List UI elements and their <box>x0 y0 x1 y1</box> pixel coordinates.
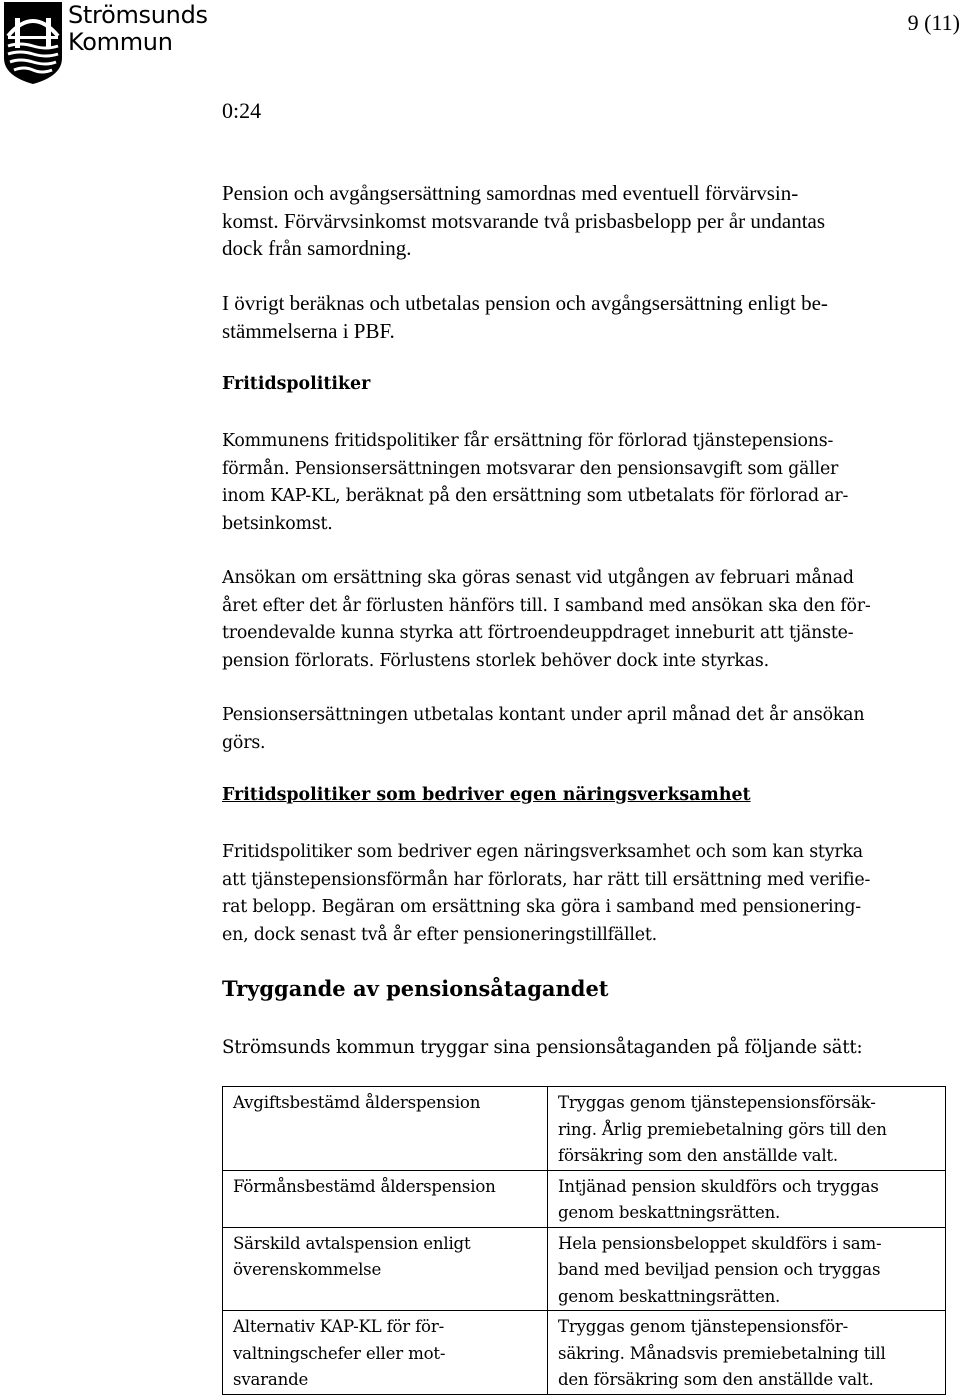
page-number: 9 (11) <box>907 10 960 35</box>
coat-of-arms-icon <box>0 0 66 86</box>
text-line: året efter det år förlusten hänförs till. I samband med ansökan ska den för- <box>222 595 871 616</box>
cell-line: Avgiftsbestämd ålderspension <box>233 1093 481 1112</box>
cell-line: valtningschefer eller mot- <box>233 1343 446 1363</box>
text-line: Kommunens fritidspolitiker får ersättning för förlorad tjänstepensions- <box>222 431 834 451</box>
paragraph-naringsverksamhet <box>222 839 952 949</box>
section-heading: Fritidspolitiker <box>222 374 371 394</box>
table-cell-pension-type <box>223 1311 548 1395</box>
heading-fritidspolitiker <box>222 374 952 394</box>
table-cell-tryggande <box>548 1227 946 1311</box>
table-cell-pension-type <box>223 1170 548 1227</box>
table-cell-tryggande <box>548 1311 946 1395</box>
table-cell-pension-type <box>223 1227 548 1311</box>
table-cell-tryggande <box>548 1170 946 1227</box>
section-code: 0:24 <box>222 98 262 123</box>
cell-line: genom beskattningsrätten. <box>558 1203 781 1222</box>
logo-text <box>68 2 208 56</box>
text-line: att tjänstepensionsförmån har förlorats, har rätt till ersättning med verifie- <box>222 869 871 890</box>
text-line: I övrigt beräknas och utbetalas pension och avgångsersättning enligt be- <box>222 291 828 315</box>
paragraph-pbf <box>222 290 952 345</box>
paragraph-samordning <box>222 180 952 263</box>
text-line: inom KAP-KL, beräknat på den ersättning som utbetalats för förlorad ar- <box>222 486 849 506</box>
text-line: stämmelserna i PBF. <box>222 318 395 343</box>
text-line: görs. <box>222 732 266 753</box>
text-line: troendevalde kunna styrka att förtroendeuppdraget inneburit att tjänste- <box>222 623 854 643</box>
pension-table <box>222 1086 946 1395</box>
text-line: Pension och avgångsersättning samordnas med eventuell förvärvsin- <box>222 181 799 205</box>
text-line: betsinkomst. <box>222 513 333 534</box>
text-line: Pensionsersättningen utbetalas kontant under april månad det år ansökan <box>222 705 865 725</box>
cell-line: ring. Årlig premiebetalning görs till den <box>558 1119 887 1139</box>
paragraph-tryggar <box>222 1034 952 1062</box>
kommun-logo <box>0 0 210 88</box>
section-heading: Fritidspolitiker som bedriver egen näringsverksamhet <box>222 785 751 805</box>
logo-name-2: Kommun <box>68 28 173 56</box>
text-line: Ansökan om ersättning ska göras senast vid utgången av februari månad <box>222 568 854 588</box>
table-cell-pension-type <box>223 1087 548 1171</box>
text-line: förmån. Pensionsersättningen motsvarar den pensionsavgift som gäller <box>222 458 839 479</box>
text-line: en, dock senast två år efter pensioneringstillfället. <box>222 924 657 945</box>
table-row <box>223 1311 946 1395</box>
cell-line: säkring. Månadsvis premiebetalning till <box>558 1343 886 1363</box>
cell-line: Tryggas genom tjänstepensionsför- <box>558 1317 849 1336</box>
text-line: rat belopp. Begäran om ersättning ska göra i samband med pensionering- <box>222 897 861 917</box>
cell-line: Särskild avtalspension enligt <box>233 1233 471 1253</box>
text-line: Strömsunds kommun tryggar sina pensionsåtaganden på följande sätt: <box>222 1037 863 1058</box>
cell-line: band med beviljad pension och tryggas <box>558 1260 881 1279</box>
cell-line: försäkring som den anställde valt. <box>558 1146 838 1165</box>
cell-line: den försäkring som den anställde valt. <box>558 1370 874 1389</box>
paragraph-fritidspolitiker <box>222 428 952 538</box>
table-row <box>223 1087 946 1171</box>
paragraph-utbetalning <box>222 702 952 757</box>
cell-line: Hela pensionsbeloppet skuldförs i sam- <box>558 1233 882 1253</box>
cell-line: Förmånsbestämd ålderspension <box>233 1176 496 1196</box>
text-line: komst. Förvärvsinkomst motsvarande två prisbasbelopp per år undantas <box>222 208 826 233</box>
text-line: Fritidspolitiker som bedriver egen näringsverksamhet och som kan styrka <box>222 842 863 862</box>
text-line: dock från samordning. <box>222 236 412 260</box>
cell-line: överenskommelse <box>233 1260 382 1279</box>
heading-naringsverksamhet <box>222 785 952 805</box>
cell-line: Tryggas genom tjänstepensionsförsäk- <box>558 1093 876 1112</box>
table-row <box>223 1170 946 1227</box>
text-line: pension förlorats. Förlustens storlek behöver dock inte styrkas. <box>222 650 769 671</box>
table-row <box>223 1227 946 1311</box>
cell-line: Alternativ KAP-KL för för- <box>233 1317 444 1336</box>
cell-line: Intjänad pension skuldförs och tryggas <box>558 1176 879 1196</box>
table-cell-tryggande <box>548 1087 946 1171</box>
paragraph-ansokan <box>222 565 952 675</box>
cell-line: svarande <box>233 1370 309 1389</box>
logo-name: Strömsunds <box>68 1 208 29</box>
cell-line: genom beskattningsrätten. <box>558 1286 781 1306</box>
heading-tryggande <box>222 976 952 1001</box>
section-heading: Tryggande av pensionsåtagandet <box>222 976 609 1001</box>
